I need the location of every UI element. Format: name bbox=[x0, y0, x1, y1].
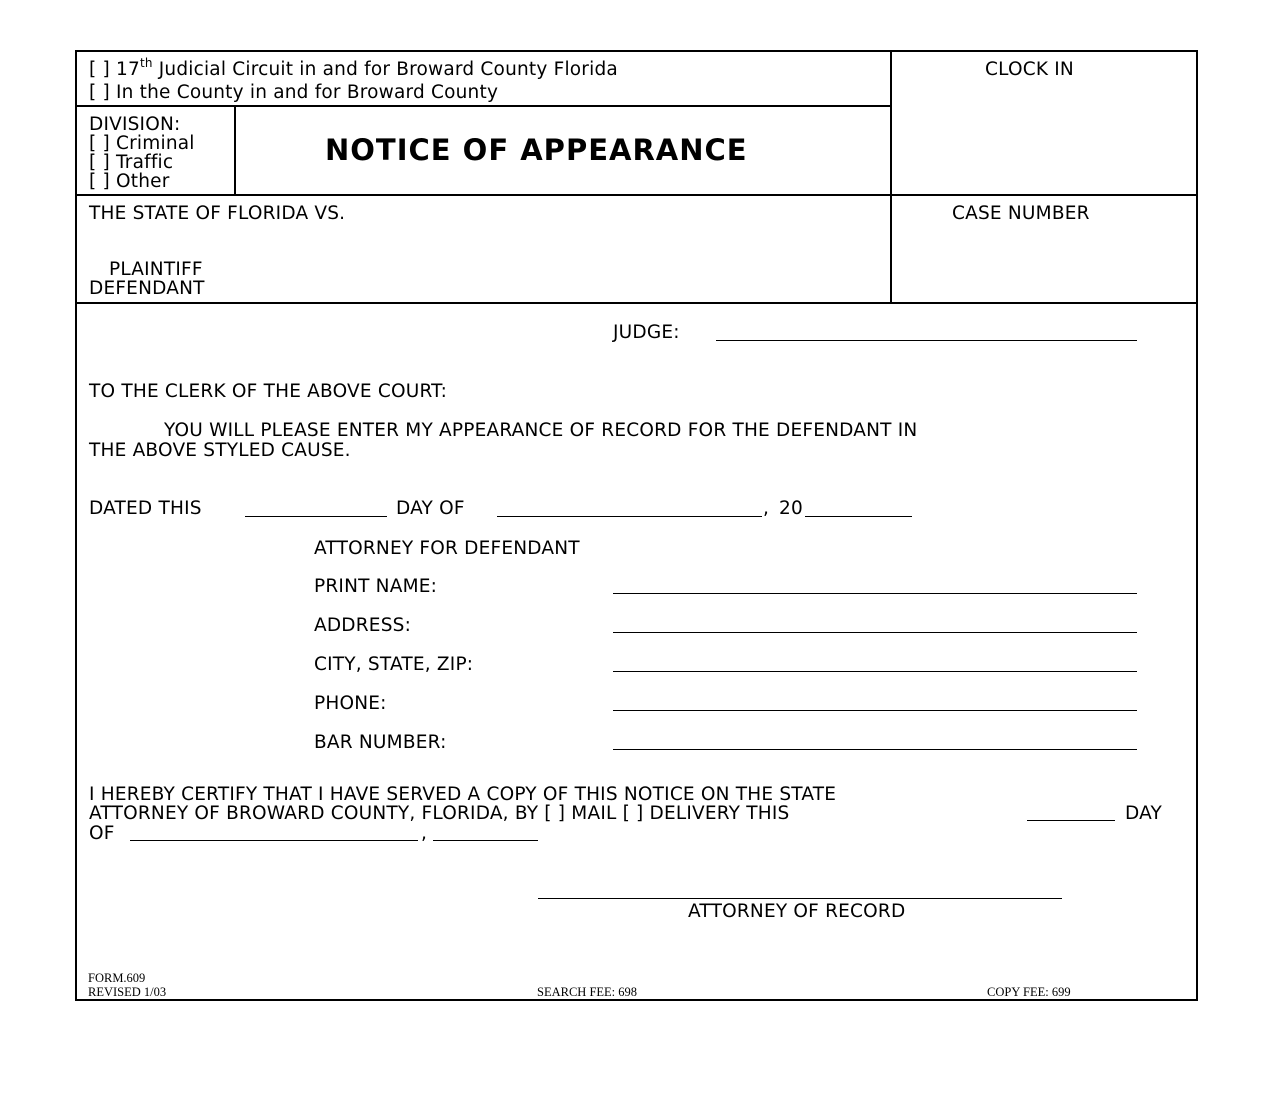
case-number-label: CASE NUMBER bbox=[952, 203, 1090, 224]
judge-blank[interactable] bbox=[716, 340, 1137, 341]
city-state-zip-blank[interactable] bbox=[613, 671, 1137, 672]
certify-year-blank[interactable] bbox=[433, 840, 538, 841]
header-divider-parties bbox=[77, 302, 1198, 304]
division-divider bbox=[234, 105, 236, 195]
address-blank[interactable] bbox=[613, 632, 1137, 633]
city-state-zip-label: CITY, STATE, ZIP: bbox=[314, 654, 474, 675]
to-clerk-text: TO THE CLERK OF THE ABOVE COURT: bbox=[89, 381, 448, 402]
plaintiff-label: PLAINTIFF bbox=[109, 259, 203, 280]
dated-year-blank[interactable] bbox=[805, 516, 912, 517]
division-option-traffic: [ ] Traffic bbox=[89, 152, 174, 173]
certify-day-blank[interactable] bbox=[1027, 820, 1115, 821]
attorney-heading: ATTORNEY FOR DEFENDANT bbox=[314, 538, 580, 559]
certify-day-label: DAY bbox=[1125, 803, 1163, 824]
clock-in-label: CLOCK IN bbox=[985, 59, 1074, 80]
form-title: NOTICE OF APPEARANCE bbox=[325, 133, 748, 167]
bar-number-blank[interactable] bbox=[613, 749, 1137, 750]
search-fee: SEARCH FEE: 698 bbox=[537, 985, 638, 999]
day-of-label: DAY OF bbox=[396, 498, 465, 519]
print-name-label: PRINT NAME: bbox=[314, 576, 438, 597]
certify-month-blank[interactable] bbox=[130, 840, 418, 841]
division-option-other: [ ] Other bbox=[89, 171, 170, 192]
notice-of-appearance-form bbox=[75, 50, 1198, 1001]
certify-comma: , bbox=[421, 823, 428, 844]
court-option-circuit: [ ] 17th Judicial Circuit in and for Broward County Florida bbox=[89, 55, 618, 80]
phone-blank[interactable] bbox=[613, 710, 1137, 711]
dated-comma: , bbox=[763, 498, 770, 519]
year-prefix: 20 bbox=[779, 498, 803, 519]
dated-this-label: DATED THIS bbox=[89, 498, 202, 519]
certify-text-line2: ATTORNEY OF BROWARD COUNTY, FLORIDA, BY [ ] MAIL [ ] DELIVERY THIS bbox=[89, 803, 790, 824]
division-label: DIVISION: bbox=[89, 114, 181, 135]
judge-label: JUDGE: bbox=[613, 322, 680, 343]
court-option-county: [ ] In the County in and for Broward County bbox=[89, 82, 499, 103]
address-label: ADDRESS: bbox=[314, 615, 412, 636]
attorney-of-record-label: ATTORNEY OF RECORD bbox=[688, 901, 906, 922]
appearance-text-line2: THE ABOVE STYLED CAUSE. bbox=[89, 440, 351, 461]
certify-text-line1: I HEREBY CERTIFY THAT I HAVE SERVED A COPY OF THIS NOTICE ON THE STATE bbox=[89, 784, 837, 805]
defendant-label: DEFENDANT bbox=[89, 278, 205, 299]
dated-month-blank[interactable] bbox=[497, 516, 762, 517]
header-divider-title bbox=[77, 194, 1198, 196]
division-option-criminal: [ ] Criminal bbox=[89, 133, 195, 154]
revised-date: REVISED 1/03 bbox=[88, 985, 167, 999]
form-number: FORM.609 bbox=[88, 971, 146, 985]
dated-day-blank[interactable] bbox=[245, 516, 387, 517]
certify-of-label: OF bbox=[89, 823, 115, 844]
phone-label: PHONE: bbox=[314, 693, 387, 714]
state-vs-label: THE STATE OF FLORIDA VS. bbox=[89, 203, 346, 224]
print-name-blank[interactable] bbox=[613, 593, 1137, 594]
copy-fee: COPY FEE: 699 bbox=[987, 985, 1071, 999]
bar-number-label: BAR NUMBER: bbox=[314, 732, 447, 753]
appearance-text-line1: YOU WILL PLEASE ENTER MY APPEARANCE OF RECORD FOR THE DEFENDANT IN bbox=[164, 420, 918, 441]
header-divider-vertical bbox=[890, 52, 892, 303]
header-divider-court bbox=[77, 105, 890, 107]
signature-line[interactable] bbox=[538, 898, 1062, 899]
